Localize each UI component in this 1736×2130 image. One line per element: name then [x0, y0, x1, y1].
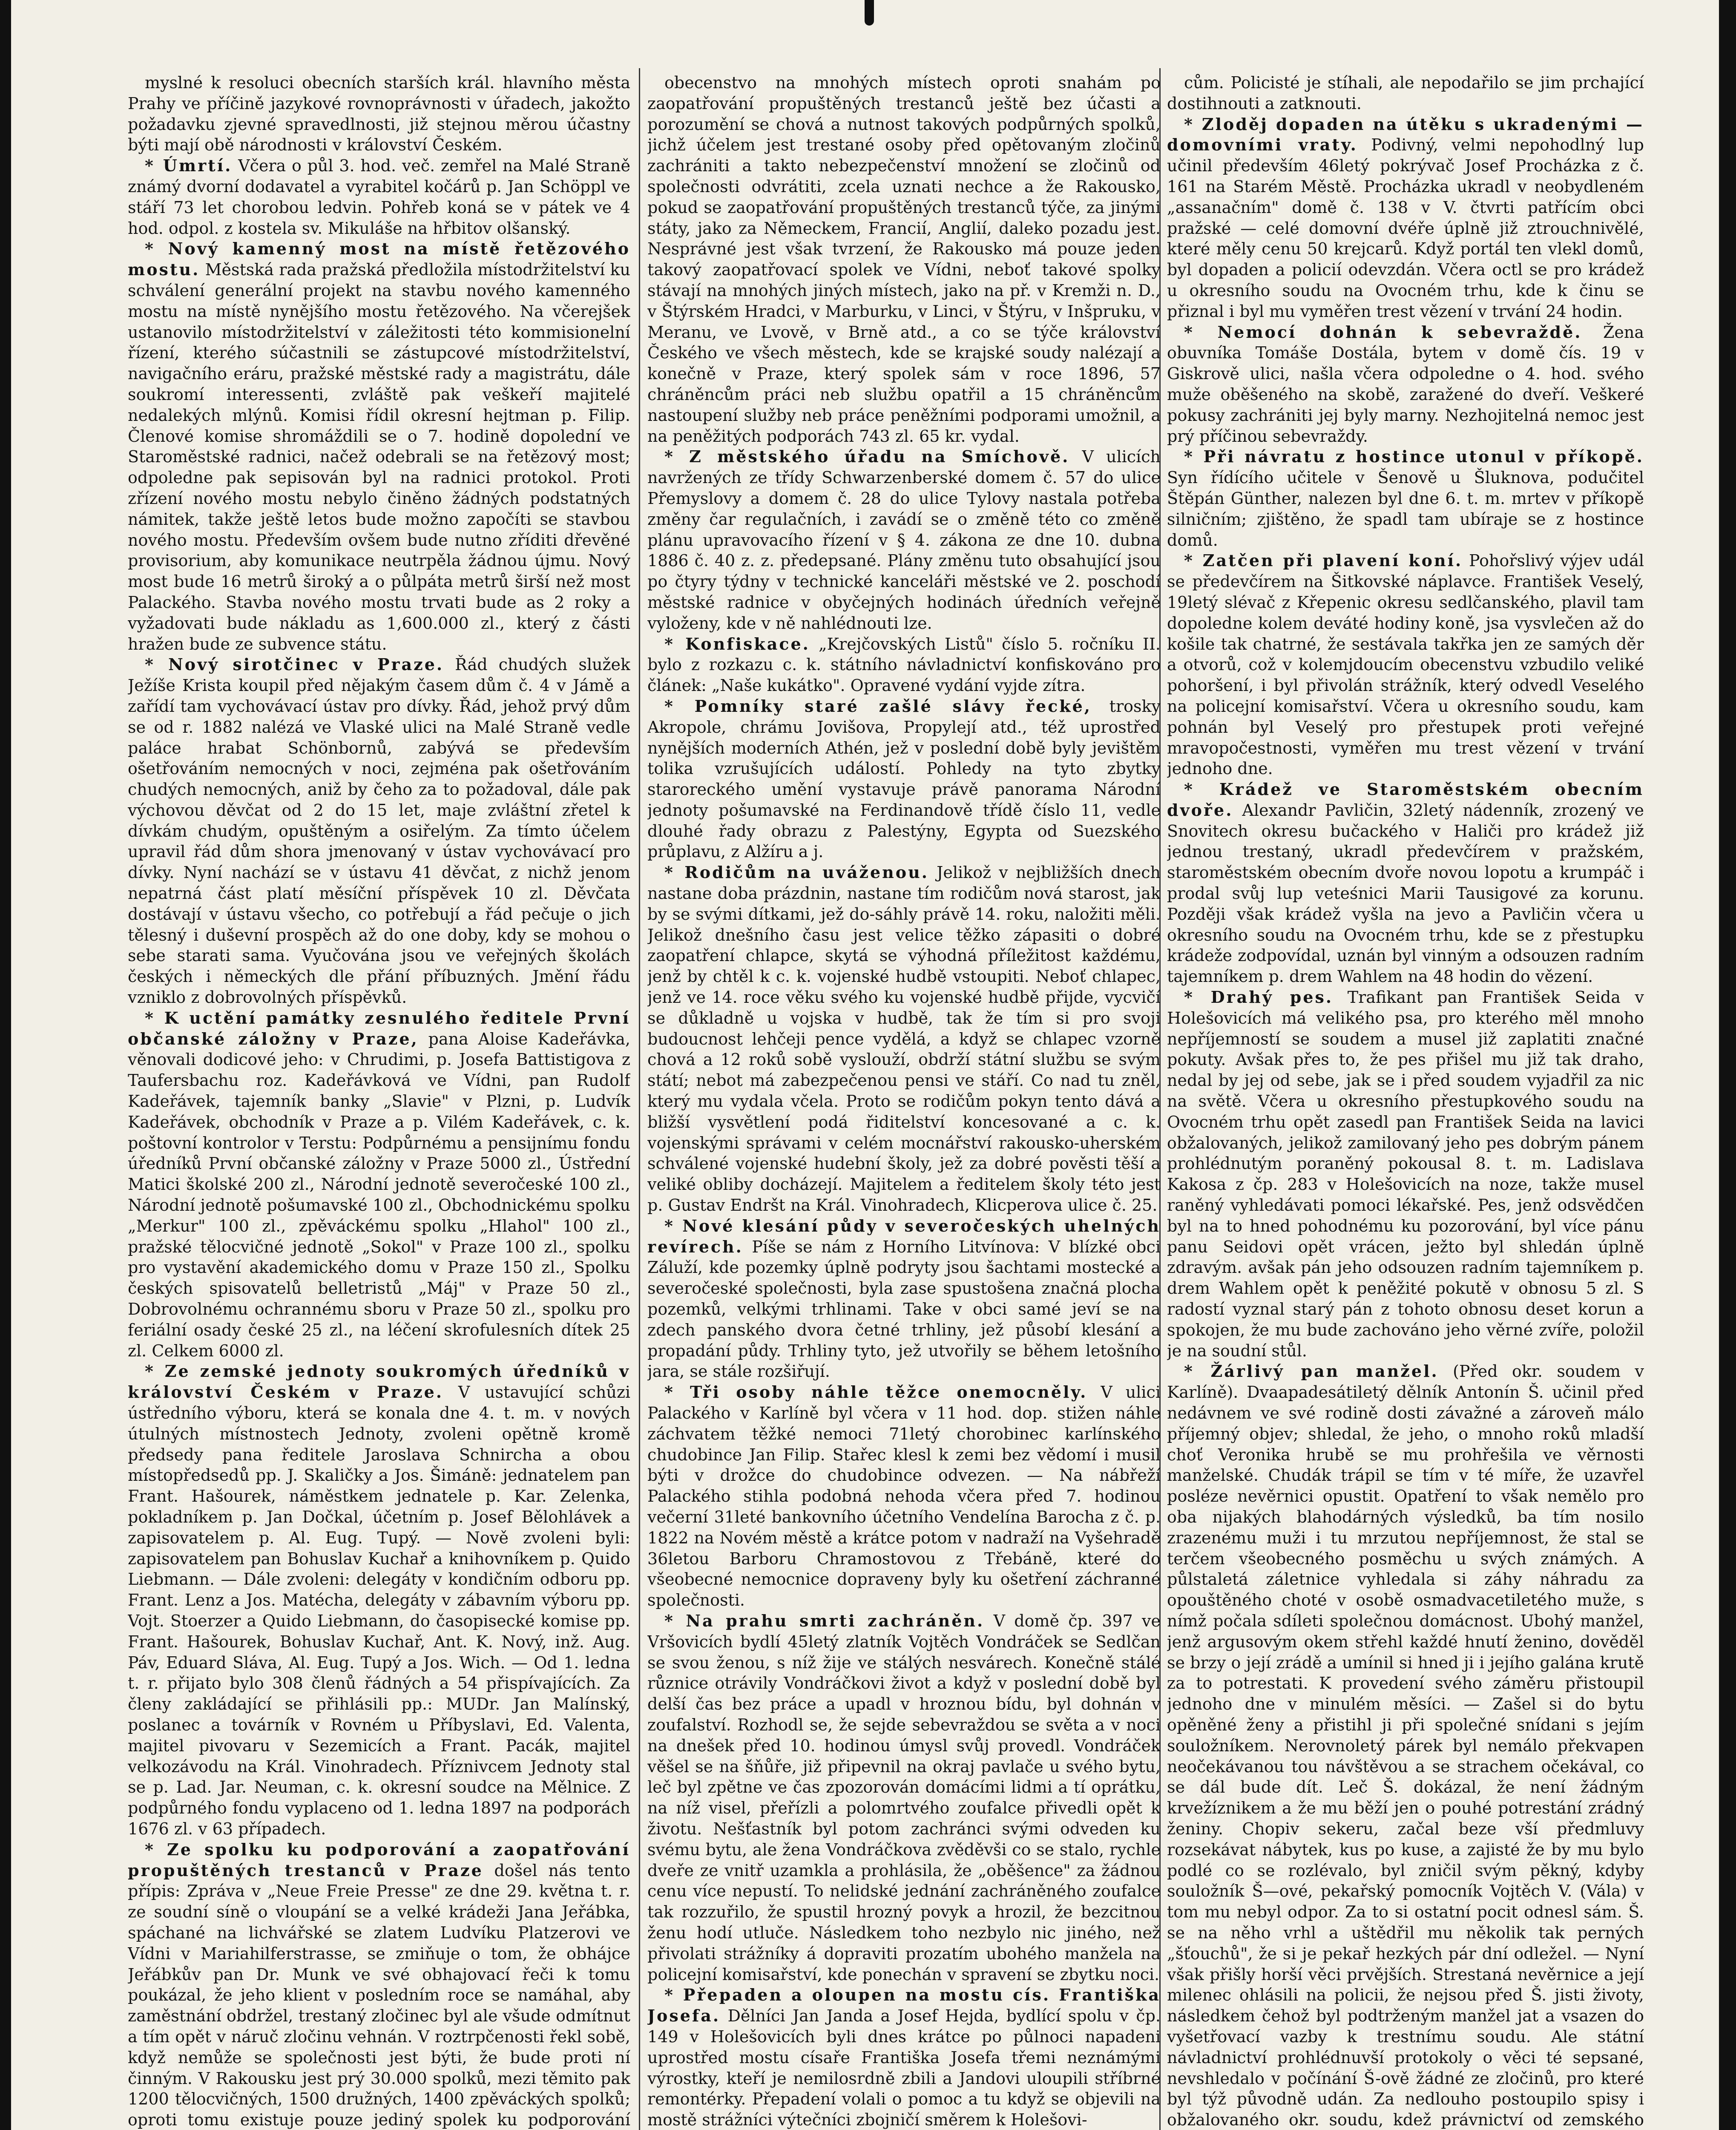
article — [1167, 322, 1644, 447]
article — [128, 155, 630, 239]
article — [128, 1361, 630, 1839]
article-text: Píše se nám z Horního Litvínova: V blízké obci Záluží, kde pozemky úplně podryty jsou šachtami mostecké a severočeské společnosti, byla zase spustošena značná plocha pozemků, velkými trhlinami. Take v obci samé jeví se na zdech panského dvora četné trhliny, jež působí klesání a propadání půdy. Trhliny tyto, jež utvořily se během letošního jara, se stále rozšiřují. — [647, 1237, 1161, 1381]
article — [647, 634, 1161, 696]
article — [647, 696, 1161, 862]
article — [1167, 779, 1644, 987]
article-text: (Před okr. soudem v Karlíně). Dvaapadesátiletý dělník Antonín Š. učinil před nedávnem ve své rodině dosti závažné a zároveň málo příjemný objev; shledal, že jeho, o mnoho roků mladší choť Veronika hrubě se mu prohřešila ve věrnosti manželské. Chudák trápil se tím v té míře, že uzavřel posléze nevěrnici opustit. Opatření to však nemělo pro oba nijakých blahodárných výsledků, ba tím nosilo zrazenému muži i tu mrzutou nepříjemnost, že stal se terčem všeobecného posměchu u svých známých. A půlstaletá záletnice vyhledala si záhy náhradu za opouštěného choté v osobě osmadvacetiletého muže, s nímž počala sdíleti společnou domácnost. Ubohý manžel, jenž argusovým okem střehl každé hnutí ženino, dověděl se brzy o její zrádě a umínil si hned ji i jejího galána krutě za to potrestati. K provedení svého záměru přistoupil jednoho dne v minulém měsíci. — Zašel si do bytu opěněné ženy a přistihl ji při společné snídani s jejím souložníkem. Nerovnoletý párek byl nemálo překvapen neočekávanou tou návštěvou a se strachem očekával, co se dál bude dít. Leč Š. dokázal, že není žádným krvežíznikem a že mu běží jen o pouhé potrestání zrádný ženiny. Chopiv sekeru, začal beze vší předmluvy rozsekávat nábytek, kus po kuse, a zajisté že by mu bylo podlé co se rozlévalo, byl zničil svým pěkný, kdyby souložník Š—ové, pekařský pomocník Vojtěch V. (Vála) v tom mu nebyl odpor. Za to si ostatní pocit odnesl sám. Š. se na něho vrhl a uštědřil mu několik tak perných „šťouchů", že si je pekař hezkých pár dní odležel. — Nyní však přišly horší věci prvějších. Strestaná nevěrnice a její milenec ohlásili na policii, že nejsou před Š. jisti životy, následkem čehož byl podtrženým manžel jat a vsazen do vyšetřovací vazby k trestnímu soudu. Ale státní návladnictví prohlédnuvší protokoly o věci té sepsané, nevshledalo v počínání Š-ově žádné ze zločinů, pro které byl týž původně udán. Za nedlouho postoupilo spisy i obžalovaného okr. soudu, kdež právnictví od zemského — [1167, 1362, 1644, 2130]
article-heading: * Nový sirotčinec v Praze. — [145, 655, 444, 674]
article-text: V ulici Palackého v Karlíně byl včera v 11 hod. dop. stižen náhle záchvatem těžké nemoci 71letý chorobinec karlínského chudobince Jan Filip. Stařec klesl k zemi bez vědomí i musil býti v drožce do chudobince odvezen. — Na nábřeží Palackého stihla podobná nehoda včera před 7. hodinou večerní 31leté bankovního účetního Vendelína Barocha z č. p. 1822 na Novém městě a krátce potom v nadraží na Vyšehradě 36letou Barboru Chramostovou z Třebáně, které do všeobecné nemocnice dopraveny byly ku ošetření záchranné společnosti. — [647, 1383, 1161, 1610]
scan-binding-mark — [865, 0, 874, 26]
column-middle — [647, 72, 1161, 2130]
article-text: Řád chudých služek Ježíše Krista koupil před nějakým časem dům č. 4 v Jámě a zařídí tam vychovávací ústav pro dívky. Řád, jehož prvý dům se od r. 1882 nalézá ve Vlaské ulici na Malé Straně vedle paláce hrabat Schönbornů, zabývá se především ošetřováním nemocných v noci, zejména pak ošetřováním chudých nemocných, aniž by čeho za to požadoval, dále pak výchovou děvčat od 2 do 15 let, maje zvláštní zřetel k dívkám chudým, opuštěným a osiřelým. Za tímto účelem upravil řád dům shora jmenovaný v ústav vychovávací pro dívky. Nyní nachází se v ústavu 41 děvčat, z nichž jenom nepatrná část platí měsíční příspěvek 10 zl. Děvčata dostávají v ústavu všecho, co potřebují a řád pečuje o jich tělesný i duševní prospěch až do one doby, kdy se mohou o sebe starati sama. Vyučována jsou ve veřejných školách českých i německých dle přání příbuzných. Jmění řádu vzniklo z dobrovolných příspěvků. — [128, 655, 630, 1007]
article — [647, 1382, 1161, 1611]
article — [128, 1008, 630, 1361]
article — [647, 862, 1161, 1216]
article-heading: * Nový kamenný most na místě řetězového mostu. — [128, 239, 630, 279]
article-heading: * Pomníky staré zašlé slávy řecké, — [664, 696, 1092, 716]
article-heading: * Úmrtí. — [145, 156, 233, 176]
article-text: došel nás tento přípis: Zpráva v „Neue Freie Presse" ze dne 29. května t. r. ze soudní síně o vloupání se a velké krádeži Jana Jeřábka, spáchané na lichvářské se zlatem Ludvíku Platzerovi ve Vídni v Mariahilferstrasse, se zmiňuje o tom, že obhájce Jeřábkův pan Dr. Munk ve své obhajovací řeči k tomu poukázal, že jeho klient v posledním roce se namáhal, aby zaměstnání obdržel, trestaný zločinec byl ale všude odmítnut a tím opět v náruč zločinu vehnán. V roztrpčenosti řekl sobě, když nemůže se společnosti jest býti, že bude proti ní činným. V Rakousku jest prý 30.000 spolků, mezi těmito pak 1200 tělocvičných, 1500 družných, 1400 zpěváckých spolků; oproti tomu existuje pouze jediný spolek ku podporování — [128, 1861, 630, 2130]
article — [128, 239, 630, 654]
article-heading: * K uctění památky zesnulého ředitele První občanské záložny v Praze, — [128, 1008, 630, 1048]
article-heading: * Z městského úřadu na Smíchově. — [664, 447, 1070, 466]
article — [1167, 987, 1644, 1361]
article — [1167, 550, 1644, 779]
column-right — [1167, 72, 1644, 2130]
column-right-articles — [1167, 72, 1644, 2130]
article — [647, 1985, 1161, 2130]
article-text: Trafikant pan František Seida v Holešovicích má velikého psa, pro kterého měl mnoho nepříjemností se soudem a musel již zaplatiti značné pokuty. Avšak přes to, že pes přišel mu již tak draho, nedal by jej od sebe, jak se i před soudem vyjadřil za nic na světě. Včera u okresního přestupkového soudu na Ovocném trhu opět zasedl pan František Seida na lavici obžalovaných, jelikož zamilovaný jeho pes dobrým pánem prohlédnutým poraněný pokousal 8. t. m. Ladislava Kakosa z čp. 283 v Holešovicích na noze, takže musel raněný vyhledávati pomoci lékařské. Pes, jenž odsvědčen byl na to hned pohodnému ku pozorování, byl více pánu panu Seidovi opět vrácen, ježto byl shledán úplně zdravým. avšak pán jeho odsouzen radním tajemníkem p. drem Wahlem opět k peněžité pokutě v obnosu 5 zl. S radostí vyznal starý pán z tohoto obnosu deset korun a spokojen, že mu bude zachováno jeho věrné zvíře, položil je na soudní stůl. — [1167, 988, 1644, 1360]
article-text: Podivný, velmi nepohodlný lup učinil především 46letý pokrývač Josef Procházka z č. 161 na Starém Městě. Procházka ukradl v neobydleném „assanačním" domě č. 138 v V. čtvrti patřícím obci pražské — celé domovní dvéře úplně již ztrouchnivělé, které měly cenu 50 krejcarů. Když portál ten vlekl domů, byl dopaden a policií odevzdán. Včera octl se pro krádež u okresního soudu na Ovocném trhu, kde k činu se přiznal i byl mu vyměřen trest vězení v trvání 24 hodin. — [1167, 135, 1644, 321]
article — [128, 72, 630, 155]
article-text: V domě čp. 397 ve Vršovicích bydlí 45letý zlatník Vojtěch Vondráček se Sedlčan se svou ženou, s níž žije ve stálých nesvárech. Konečně stálé různice otrávily Vondráčkovi život a když v poslední době byl delší čas bez práce a upadl v hroznou bídu, byl dohnán v zoufalství. Rozhodl se, že sejde sebevraždou se světa a v noci na dnešek před 10. hodinou úmysl svůj provedl. Vondráček věšel se na šňůře, již připevnil na okraj pavlače u svého bytu, leč byl zpětne ve čas zpozorován domácími lidmi a tí oprátku, na níž visel, přeřízli a polomrtvého zoufalce přivedli opět k životu. Nešťastník byl potom zachránci svými odveden ku svému bytu, ale žena Vondráčkova zvěděvši co se stalo, rychle dveře ze vnitř uzamkla a prohlásila, že „oběšence" za žádnou cenu více nepustí. To nelidské jednání zachráněného zoufalce tak rozzuřilo, že spustil hrozný povyk a hrozil, že bezcitnou ženu hodí utluče. Následkem toho nezbylo nic jiného, než přivolati strážníky á dopraviti prozatím ubohého manžela na policejní komisařství, kde ponechán v spravení se zbytku noci. — [647, 1611, 1161, 1984]
column-left — [128, 72, 630, 2130]
article-text: Jelikož v nejbližších dnech nastane doba prázdnin, nastane tím rodičům nová starost, jak by se svými dítkami, jež do-sáhly právě 14. roku, naložiti měli. Jelikož dnešního času jest velice těžko zápasiti o dobré zaopatření chlapce, skytá se výhodná příležitost každému, jenž by chtěl k c. k. vojenské hudbě vstoupiti. Neboť chlapec, jenž ve 14. roce věku svého ku vojenské hudbě přijde, vycvičí se důkladně u vojska v hudbě, tak že tím si pro svoji budoucnost lehčeji pence vydělá, a když se chlapec vzorně chová a 12 roků sobě vyslouží, obdrží státní službu se svým státí; nebot má zabezpečenou pensi ve stáří. Co nad tu zněl, který mu vydala včela. Proto se rodičům pokyn tento dává a bližší vysvětlení podá řiditelství koncesované a c. k. vojenskými správami v celém mocnářství rakousko-uherském schválené vojenské hudební školy, jež za dobré pověsti těší a veliké obliby docházejí. Majitelem a ředitelem školy této jest p. Gustav Endršt na Král. Vinohradech, Klicperova ulice č. 25. — [647, 863, 1161, 1215]
article-text: Žena obuvníka Tomáše Dostála, bytem v domě čís. 19 v Giskrově ulici, našla včera odpoledne o 4. hod. svého muže oběšeného na skobě, zaražené do dveří. Veškeré pokusy zachrániti jej byly marny. Nezhojitelná nemoc jest prý příčinou sebevraždy. — [1167, 322, 1644, 446]
article-heading: * Nemocí dohnán k sebevraždě. — [1184, 322, 1582, 342]
article-heading: * Ze spolku ku podporování a zaopatřování propuštěných trestanců v Praze — [128, 1839, 630, 1880]
article-text: Syn řídícího učitele v Šenově u Šluknova, podučitel Štěpán Günther, nalezen byl dne 6. t. m. mrtev v příkopě silničním; zjištěno, že spadl tam ubíraje se z hostince domů. — [1167, 468, 1644, 550]
article-heading: * Ze zemské jednoty soukromých úředníků v království Českém v Praze. — [128, 1361, 630, 1402]
article — [1167, 1361, 1644, 2130]
article-text: Včera o půl 3. hod. več. zemřel na Malé Straně známý dvorní dodavatel a vyrabitel kočárů p. Jan Schöppl ve stáří 73 let chorobou ledvin. Pohřeb koná se v pátek ve 4 hod. odpol. z kostela sv. Mikuláše na hřbitov olšanský. — [128, 156, 630, 238]
article-heading: * Zatčen při plavení koní. — [1184, 551, 1463, 570]
article — [647, 1611, 1161, 1985]
article-text: Městská rada pražská předložila místodržitelství ku schválení generální projekt na stavbu nového kamenného mostu na místě nynějšího mostu řetězového. Na včerejšek ustanovilo místodržitelství v záležitosti této kommisionelní řízení, kterého súčastnili se zástupcové místodržitelství, navigačního eráru, pražské městské rady a magistrátu, dále soukromí interessenti, zvláště pak veškeří majitelé nedalekých mlýnů. Komisi řídil okresní hejtman p. Filip. Členové komise shromáždili se o 7. hodině dopolední ve Staroměstské radnici, načež odebrali se na řetězový most; odpoledne pak sepisován byl na radnici protokol. Proti zřízení nového mostu nebylo činěno žádných podstatných námitek, takže ještě letos bude možno započíti se stavbou nového mostu. Především ovšem bude nutno zříditi dřevěné provisorium, aby komunikace neutrpěla žádnou újmu. Nový most bude 16 metrů široký a o půlpáta metrů širší než most Palackého. Stavba nového mostu trvati bude as 2 roky a vyžadovati bude nákladu as 1,600.000 zl., který z části hražen bude ze subvence státu. — [128, 260, 630, 653]
article — [128, 654, 630, 1008]
article — [647, 72, 1161, 446]
article — [128, 1839, 630, 2130]
article — [1167, 446, 1644, 550]
article-text: V ustavující schůzi ústředního výboru, která se konala dne 4. t. m. v nových útulných místnostech Jednoty, zvoleni opětně kromě předsedy pana ředitele Jaroslava Schnircha a obou místopředsedů pp. J. Skaličky a Jos. Šimáně: jednatelem pan Frant. Hašourek, náměstkem jednatele p. Kar. Zelenka, pokladníkem p. Jan Dočkal, účetním p. Josef Bělohlávek a zapisovatelem p. Al. Eug. Tupý. — Nově zvoleni byli: zapisovatelem pan Bohuslav Kuchař a knihovníkem p. Quido Liebmann. — Dále zvoleni: delegáty v kondičním odboru pp. Frant. Lenz a Jos. Matécha, delegáty v zábavním výboru pp. Vojt. Stoerzer a Quido Liebmann, do časopisecké komise pp. Frant. Hašourek, Bohuslav Kuchař, Ant. K. Nový, inž. Aug. Páv, Eduard Sláva, Al. Eug. Tupý a Jos. Wich. — Od 1. ledna t. r. přijato bylo 308 členů řádných a 54 přispívajících. Za členy zakládající se přihlásili pp.: MUDr. Jan Malínský, poslanec a továrník v Rovném u Příbyslavi, Ed. Valenta, majitel pivovaru v Sezemicích a Frant. Pacák, majitel velkozávodu na Král. Vinohradech. Příznivcem Jednoty stal se p. Lad. Jar. Neuman, c. k. okresní soudce na Mělnice. Z podpůrného fondu vyplaceno od 1. ledna 1897 na podporách 1676 zl. v 63 případech. — [128, 1383, 630, 1838]
article-text: obecenstvo na mnohých místech oproti snahám po zaopatřování propuštěných trestanců ještě bez účasti a porozumění se chová a nutnost takových podpůrných spolků, jichž účelem jest trestané osoby před opětovaným zločinů zachrániti a takto nebezpečenství množení se zločinů od společnosti odvrátiti, zcela uznati nechce a že Rakousko, pokud se zaopatřování propuštěných trestanců týče, za jinými státy, jako za Německem, Francií, Anglií, daleko pozadu jest. Nesprávné jest však tvrzení, že Rakousko má pouze jeden takový zaopatřovací spolek ve Vídni, neboť takové spolky stávají na mnohých jiných místech, jako na př. v Kremži n. D., v Štýrském Hradci, v Marburku, v Linci, v Štýru, v Inšpruku, v Meranu, ve Lvově, v Brně atd., a co se týče království Českého ve všech městech, kde se krajské soudy nalézají a konečně v Praze, který spolek sám v roce 1896, 57 chráněncům práci neb službu opatřil a 15 chráněncům nastoupení služby neb práce peněžními podporami umožnil, a na peněžitých podporách 743 zl. 65 kr. vydal. — [647, 73, 1161, 446]
article-heading: * Krádež ve Staroměstském obecním dvoře. — [1167, 780, 1644, 820]
article-text: Dělníci Jan Janda a Josef Hejda, bydlící spolu v čp. 149 v Holešovicích byli dnes krátce po půlnoci napadeni uprostřed mostu císaře Františka Josefa třemi neznámými výrostky, kteří je nemilosrdně zbili a Jandovi uloupili stříbrné remontérky. Přepadení volali o pomoc a tu když se objevili na mostě strážníci výtečníci zbojničí směrem k Holešovi- — [647, 2006, 1161, 2130]
article-heading: * Žárlivý pan manžel. — [1184, 1361, 1439, 1381]
article — [1167, 72, 1644, 114]
article-text: cům. Policisté je stíhali, ale nepodařilo se jim prchající dostihnouti a zatknouti. — [1167, 73, 1644, 113]
article-heading: * Rodičům na uváženou. — [664, 863, 929, 882]
scan-edge-left — [0, 0, 11, 2130]
article-text: myslné k resoluci obecních starších král. hlavního města Prahy ve příčině jazykové rovnoprávnosti v úřadech, jakožto požadavku zjevné spravedlnosti, již stejnou měrou účastny býti mají obě národnosti v království Českém. — [128, 73, 630, 155]
scan-edge-right — [1719, 0, 1736, 2130]
article-heading: * Při návratu z hostince utonul v příkopě. — [1184, 447, 1644, 466]
column-rule — [639, 68, 640, 2130]
article-text: panа Aloise Kadeřávka, věnovali dodicové jeho: v Chrudimi, p. Josefa Battistigova z Taufersbachu roz. Kadeřávková ve Vídni, pan Rudolf Kadeřávek, tajemník banky „Slavie" v Plzni, p. Ludvík Kadeřávek, obchodník v Praze a p. Vilém Kadeřávek, c. k. poštovní kontrolor v Terstu: Podpůrnému a pensijnímu fondu úředníků První občanské záložny v Praze 5000 zl., Ústřední Matici školské 200 zl., Národní jednotě severočeské 100 zl., Národní jednotě pošumavské 100 zl., Obchodnickému spolku „Merkur" 100 zl., zpěváckému spolku „Hlahol" 100 zl., pražské tělocvičné jednotě „Sokol" v Praze 100 zl., spolku pro vystavění akademického domu v Praze 150 zl., Spolku českých spisovatelů belletristů „Máj" v Praze 50 zl., Dobrovolnému ochrannému sboru v Praze 50 zl., spolku pro feriální osady české 25 zl., na léčení skrofulesních dítek 25 zl. Celkem 6000 zl. — [128, 1029, 630, 1360]
article-heading: * Drahý pes. — [1184, 987, 1334, 1007]
article-heading: * Na prahu smrti zachráněn. — [664, 1611, 985, 1630]
article-text: trosky Akropole, chrámu Jovišova, Propylejí atd., též uprostřed nynějších moderních Athén, jež v poslední době byly jevištěm tolika vzrušujících událostí. Pohledy na tyto zbytky staroreckého umění vystavuje právě panorama Národní jednoty pošumavské na Ferdinandově třídě číslo 11, vedle dlouhé řady obrazu z Palestýny, Egypta od Suezského průplavu, z Alžíru a j. — [647, 697, 1161, 861]
article-heading: * Tři osoby náhle těžce onemocněly. — [664, 1382, 1088, 1402]
article-text: Alexandr Pavličin, 32letý nádenník, zrozený ve Snovitech okresu bučackého v Haliči pro krádež již jednou trestaný, ukradl předevčírem v pražském, staroměstském obecním dvoře novou lopotu a krumpáč i prodal svůj lup veteśnici Marii Tausigové za korunu. Později však krádež vyšla na jevo a Pavličin včera u okresního soudu na Ovocném trhu, kde se z přestupku krádeže zodpovídal, uznán byl vinným a odsouzen radním tajemníkem p. drem Wahlem na 48 hodin do vězení. — [1167, 800, 1644, 986]
article-text: Pohořslivý výjev udál se předevčírem na Šitkovské náplavce. František Veselý, 19letý slévač z Křepenic okresu sedlčanského, plavil tam dopoledne kolem deváté hodiny koně, jsa vysvlečen až do košile tak chatrné, že sestávala takřka jen ze samých děr a otvorů, což v kolemjdoucím obecenstvu vzbudilo veliké pohoršení, i byl přivolán strážník, který odvedl Veselého na policejní komisařství. Včera u okresního soudu, kam pohnán byl Veselý pro přestupek proti veřejné mravopočestnosti, vyměřen mu trest vězení v trvání jednoho dne. — [1167, 551, 1644, 778]
article-text: „Krejčovských Listů" číslo 5. ročníku II. bylo z rozkazu c. k. státního návladnictví konfiskováno pro článek: „Naše kukátko". Opravené vydání vyjde zítra. — [647, 634, 1161, 695]
article-text: V ulicích navržených ze třídy Schwarzenberské domem č. 57 do ulice Přemyslovy a domem č. 28 do ulice Tylovy nastala potřeba změny čar regulačních, i zavádí se o změně této co změně plánu upravovacího řízení v § 4. zákona ze dne 10. dubna 1886 č. 40 z. z. předepsané. Plány změnu tuto obsahující jsou po čtyry týdny v technické kanceláři městské ve 2. poschodí městské radnice v obyčejných hodinách úředních veřejně vyloženy, kde v ně nahlédnouti lze. — [647, 447, 1161, 633]
article — [1167, 114, 1644, 322]
article-heading: * Konfiskace. — [664, 634, 810, 653]
article-heading: * Přepaden a oloupen na mostu cís. Františka Josefa. — [647, 1985, 1161, 2026]
article — [647, 1216, 1161, 1382]
article — [647, 446, 1161, 633]
article-heading: * Zloděj dopaden na útěku s ukradenými — domovními vraty. — [1167, 114, 1644, 155]
article-heading: * Nové klesání půdy v severočeských uhelných revírech. — [647, 1216, 1161, 1256]
